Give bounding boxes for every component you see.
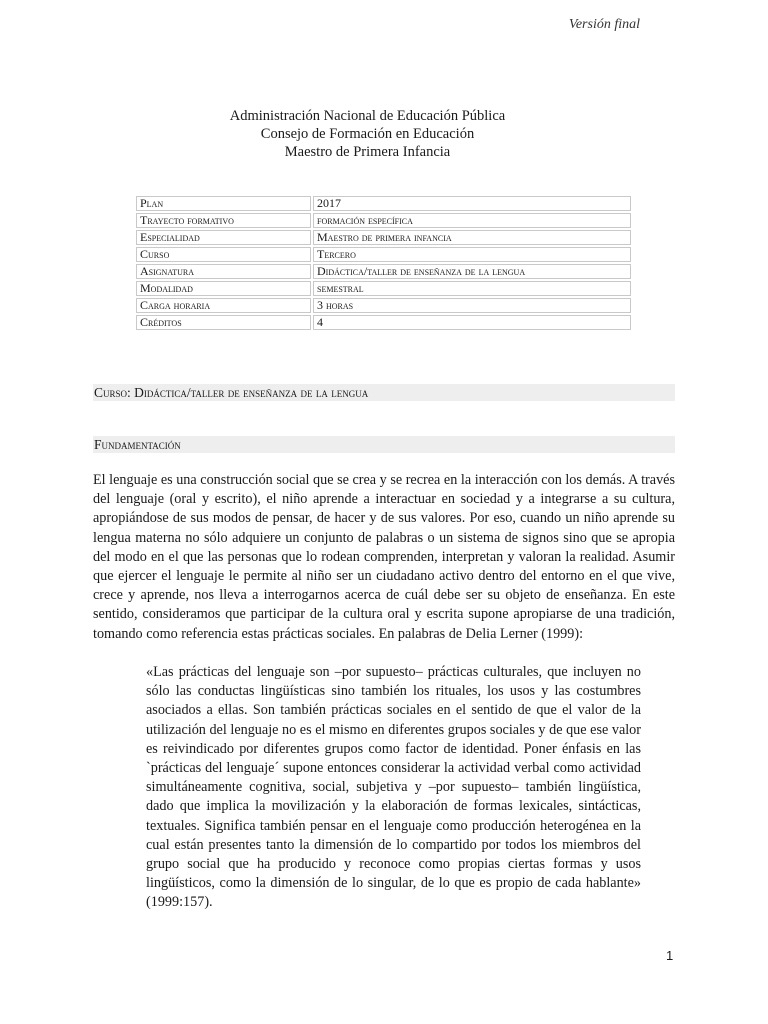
table-row <box>136 298 631 313</box>
foundation-paragraph: El lenguaje es una construcción social que se crea y se recrea en la interacción con los demás. A través del lenguaje (oral y escrito), el niño aprende a interactuar en sociedad y a integrarse a su cultura, apropiándose de sus modos de pensar, de hacer y de sus valores. Por eso, cuando un niño aprende su lengua materna no sólo adquiere un conjunto de palabras o un sistema de signos sino que se apropia del modo en el que las personas que lo rodean comprenden, interpretan y valoran la realidad. Asumir que ejercer el lenguaje le permite al niño ser un ciudadano activo dentro del entorno en el que vive, crece y aprende, nos lleva a interrogarnos acerca de cuál debe ser su objeto de enseñanza. En este sentido, consideramos que participar de la cultura oral y escrita supone apropiarse de una tradición, tomando como referencia estas prácticas sociales. En palabras de Delia Lerner (1999): <box>93 472 675 642</box>
table-row <box>136 230 631 245</box>
table-row <box>136 264 631 279</box>
institution-header <box>0 107 735 161</box>
field-value: formación específica <box>313 213 631 228</box>
field-value: Maestro de primera infancia <box>313 230 631 245</box>
field-value: 2017 <box>313 196 631 211</box>
course-section-title: Curso: Didáctica/taller de enseñanza de la lengua <box>93 384 675 401</box>
field-label: Modalidad <box>136 281 311 296</box>
table-row <box>136 213 631 228</box>
field-label: Especialidad <box>136 230 311 245</box>
course-info-table <box>134 194 633 332</box>
table-row <box>136 281 631 296</box>
field-value: semestral <box>313 281 631 296</box>
field-value: 4 <box>313 315 631 330</box>
program-name: Maestro de Primera Infancia <box>284 144 451 160</box>
table-row <box>136 196 631 211</box>
institution-name: Administración Nacional de Educación Pública <box>229 108 506 124</box>
field-label: Plan <box>136 196 311 211</box>
field-value: 3 horas <box>313 298 631 313</box>
lerner-quote: «Las prácticas del lenguaje son –por supuesto– prácticas culturales, que incluyen no sólo las conductas lingüísticas sino también los rituales, los usos y las costumbres asociados a ellas. Son también prácticas sociales en el sentido de que el valor de la utilización del lenguaje no es el mismo en diferentes grupos sociales y de que ese valor es reivindicado por diferentes grupos como factor de identidad. Poner énfasis en las `prácticas del lenguaje´ supone entonces considerar la actividad verbal como actividad simultáneamente cognitiva, social, subjetiva y –por supuesto– también lingüística, dado que implica la movilización y la elaboración de formas lexicales, sintácticas, textuales. Significa también pensar en el lenguaje como producción heterogénea en la cual están presentes tanto la dimensión de lo compartido por todos los miembros del grupo social que ha producido y reconoce como propias ciertas formas y usos lingüísticos, como la dimensión de lo singular, de lo que es propio de cada hablante» (1999:157). <box>146 664 641 911</box>
table-row <box>136 247 631 262</box>
table-row <box>136 315 631 330</box>
council-name: Consejo de Formación en Educación <box>260 126 475 142</box>
foundation-section-title: Fundamentación <box>93 436 675 453</box>
field-value: Didáctica/taller de enseñanza de la lengua <box>313 264 631 279</box>
version-label: Versión final <box>568 17 640 32</box>
field-label: Créditos <box>136 315 311 330</box>
field-label: Asignatura <box>136 264 311 279</box>
field-label: Curso <box>136 247 311 262</box>
field-label: Carga horaria <box>136 298 311 313</box>
field-label: Trayecto formativo <box>136 213 311 228</box>
page-number: 1 <box>666 948 674 963</box>
field-value: Tercero <box>313 247 631 262</box>
